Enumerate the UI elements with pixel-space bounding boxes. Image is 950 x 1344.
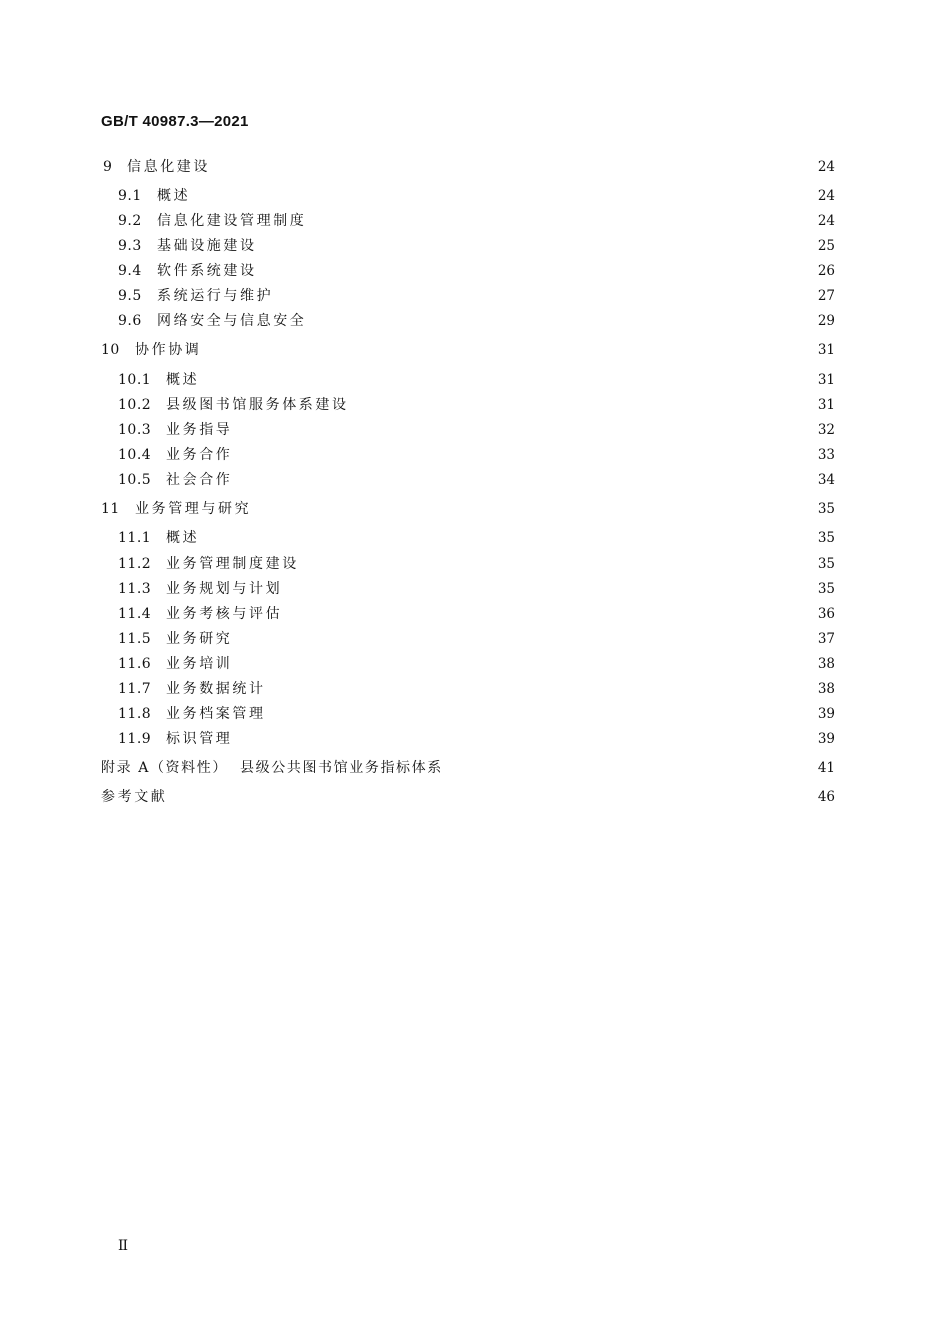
toc-entry-title: 系统运行与维护 xyxy=(157,288,274,304)
toc-entry-page: 34 xyxy=(817,472,835,488)
toc-entry-title: 业务管理与研究 xyxy=(135,501,252,517)
toc-entry-page: 41 xyxy=(817,760,835,776)
toc-entry-11-9[interactable] xyxy=(0,729,950,749)
toc-entry-page: 24 xyxy=(817,188,835,204)
toc-entry-page: 26 xyxy=(817,263,835,279)
toc-entry-page: 24 xyxy=(817,159,835,175)
toc-entry-10-5[interactable] xyxy=(0,470,950,490)
toc-dot-leader xyxy=(205,340,807,360)
toc-entry-title: 概述 xyxy=(166,530,200,546)
toc-entry-number: 10.4 xyxy=(118,447,152,463)
toc-entry-appendix-a[interactable] xyxy=(0,758,950,778)
toc-entry-title: 信息化建设 xyxy=(127,159,210,175)
toc-dot-leader xyxy=(236,654,807,674)
toc-dot-leader xyxy=(236,629,807,649)
toc-entry-9-6[interactable] xyxy=(0,311,950,331)
toc-entry-title: 概述 xyxy=(157,188,191,204)
toc-entry-number: 9 xyxy=(103,159,113,175)
toc-entry-title: 业务数据统计 xyxy=(166,681,266,697)
toc-entry-number: 11.2 xyxy=(118,556,152,572)
toc-entry-page: 36 xyxy=(817,606,835,622)
toc-entry-page: 38 xyxy=(817,681,835,697)
toc-entry-number: 11.7 xyxy=(118,681,152,697)
toc-dot-leader xyxy=(203,370,807,390)
toc-dot-leader xyxy=(255,499,807,519)
toc-entry-number: 9.1 xyxy=(118,188,142,204)
toc-entry-number: 11.5 xyxy=(118,631,152,647)
toc-entry-title: 网络安全与信息安全 xyxy=(157,313,307,329)
toc-dot-leader xyxy=(214,157,807,177)
toc-entry-number: 11.3 xyxy=(118,581,152,597)
toc-entry-page: 46 xyxy=(817,789,835,805)
toc-entry-10-1[interactable] xyxy=(0,370,950,390)
toc-entry-page: 31 xyxy=(817,372,835,388)
toc-entry-number: 9.5 xyxy=(118,288,142,304)
toc-entry-page: 39 xyxy=(817,706,835,722)
toc-entry-page: 27 xyxy=(817,288,835,304)
toc-entry-10-2[interactable] xyxy=(0,395,950,415)
toc-entry-number: 11 xyxy=(101,501,120,517)
toc-entry-11-7[interactable] xyxy=(0,679,950,699)
toc-entry-title: 县级图书馆服务体系建设 xyxy=(166,397,349,413)
toc-entry-11-6[interactable] xyxy=(0,654,950,674)
toc-entry-11-2[interactable] xyxy=(0,554,950,574)
toc-entry-title: 参考文献 xyxy=(101,789,168,805)
toc-entry-title: 业务档案管理 xyxy=(166,706,266,722)
toc-entry-10-3[interactable] xyxy=(0,420,950,440)
toc-entry-9-3[interactable] xyxy=(0,236,950,256)
toc-entry-title: 业务合作 xyxy=(166,447,233,463)
toc-entry-10-4[interactable] xyxy=(0,445,950,465)
toc-entry-page: 32 xyxy=(817,422,835,438)
toc-entry-bibliography[interactable] xyxy=(0,787,950,807)
toc-entry-page: 31 xyxy=(817,342,835,358)
toc-entry-11-1[interactable] xyxy=(0,528,950,548)
toc-dot-leader xyxy=(261,261,807,281)
toc-entry-page: 25 xyxy=(817,238,835,254)
toc-entry-number: 10 xyxy=(101,342,120,358)
toc-entry-page: 37 xyxy=(817,631,835,647)
toc-entry-page: 29 xyxy=(817,313,835,329)
toc-dot-leader xyxy=(236,420,807,440)
toc-entry-9-5[interactable] xyxy=(0,286,950,306)
toc-entry-number: 10.1 xyxy=(118,372,152,388)
toc-entry-9-4[interactable] xyxy=(0,261,950,281)
toc-dot-leader xyxy=(171,787,807,807)
page-number: II xyxy=(118,1238,128,1254)
toc-dot-leader xyxy=(203,528,807,548)
toc-entry-title: 业务规划与计划 xyxy=(166,581,283,597)
toc-entry-title: 概述 xyxy=(166,372,200,388)
toc-entry-number: 10.3 xyxy=(118,422,152,438)
toc-entry-11-5[interactable] xyxy=(0,629,950,649)
toc-dot-leader xyxy=(236,470,807,490)
toc-dot-leader xyxy=(286,604,807,624)
toc-entry-title: 业务研究 xyxy=(166,631,233,647)
toc-entry-number: 9.6 xyxy=(118,313,142,329)
standard-code: GB/T 40987.3—2021 xyxy=(101,113,249,130)
toc-entry-page: 35 xyxy=(817,556,835,572)
toc-entry-title: 软件系统建设 xyxy=(157,263,257,279)
toc-dot-leader xyxy=(353,395,807,415)
toc-entry-page: 24 xyxy=(817,213,835,229)
toc-entry-number: 10.5 xyxy=(118,472,152,488)
toc-entry-9[interactable] xyxy=(0,157,950,177)
toc-entry-number: 9.4 xyxy=(118,263,142,279)
toc-entry-10[interactable] xyxy=(0,340,950,360)
toc-entry-page: 31 xyxy=(817,397,835,413)
toc-dot-leader xyxy=(286,579,807,599)
toc-entry-page: 35 xyxy=(817,501,835,517)
toc-dot-leader xyxy=(270,704,807,724)
toc-dot-leader xyxy=(277,286,807,306)
toc-dot-leader xyxy=(194,186,807,206)
toc-entry-page: 38 xyxy=(817,656,835,672)
toc-dot-leader xyxy=(310,311,807,331)
toc-entry-number: 10.2 xyxy=(118,397,152,413)
toc-entry-11-3[interactable] xyxy=(0,579,950,599)
toc-entry-number: 11.6 xyxy=(118,656,152,672)
toc-entry-page: 35 xyxy=(817,530,835,546)
toc-entry-number: 11.1 xyxy=(118,530,152,546)
toc-entry-11-8[interactable] xyxy=(0,704,950,724)
toc-entry-page: 35 xyxy=(817,581,835,597)
toc-entry-11-4[interactable] xyxy=(0,604,950,624)
toc-entry-title: 业务考核与评估 xyxy=(166,606,283,622)
toc-entry-title: 业务管理制度建设 xyxy=(166,556,299,572)
toc-entry-number: 9.2 xyxy=(118,213,142,229)
toc-entry-number: 11.4 xyxy=(118,606,152,622)
toc-dot-leader xyxy=(270,679,807,699)
toc-entry-title: 信息化建设管理制度 xyxy=(157,213,307,229)
toc-dot-leader xyxy=(310,211,807,231)
toc-entry-title: 附录 A（资料性） 县级公共图书馆业务指标体系 xyxy=(101,760,443,776)
toc-entry-page: 39 xyxy=(817,731,835,747)
toc-entry-number: 9.3 xyxy=(118,238,142,254)
toc-dot-leader xyxy=(236,729,807,749)
toc-entry-title: 业务培训 xyxy=(166,656,233,672)
toc-dot-leader xyxy=(236,445,807,465)
toc-dot-leader xyxy=(261,236,807,256)
toc-entry-title: 社会合作 xyxy=(166,472,233,488)
toc-entry-9-2[interactable] xyxy=(0,211,950,231)
toc-entry-number: 11.9 xyxy=(118,731,152,747)
toc-entry-title: 标识管理 xyxy=(166,731,233,747)
toc-dot-leader xyxy=(303,554,807,574)
toc-entry-title: 业务指导 xyxy=(166,422,233,438)
toc-entry-9-1[interactable] xyxy=(0,186,950,206)
toc-entry-title: 协作协调 xyxy=(135,342,202,358)
toc-entry-number: 11.8 xyxy=(118,706,152,722)
toc-dot-leader xyxy=(447,758,807,778)
toc-entry-11[interactable] xyxy=(0,499,950,519)
toc-entry-page: 33 xyxy=(817,447,835,463)
toc-entry-title: 基础设施建设 xyxy=(157,238,257,254)
